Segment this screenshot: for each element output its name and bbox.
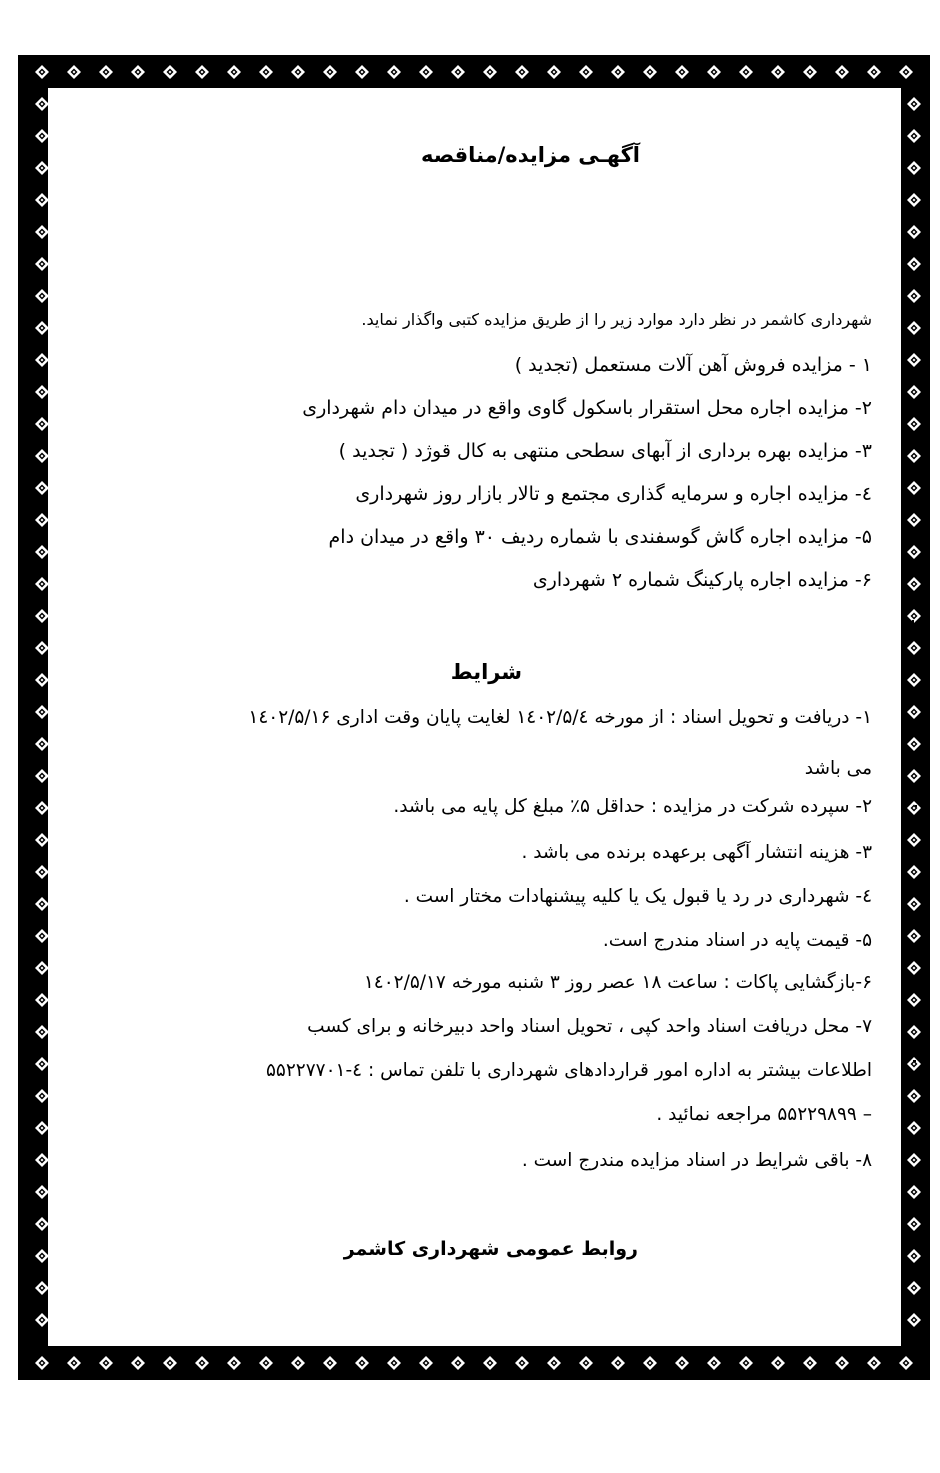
border-diamond	[906, 1312, 922, 1328]
border-diamond	[34, 192, 50, 208]
border-diamond	[906, 352, 922, 368]
border-diamond	[130, 1355, 146, 1371]
border-diamond	[906, 416, 922, 432]
condition-line: ۵- قیمت پایه در اسناد مندرج است.	[602, 930, 872, 951]
condition-line: اطلاعات بیشتر به اداره امور قراردادهای شهرداری با تلفن تماس : ٤-۵۵۲۲۷۷۰۱	[265, 1060, 872, 1081]
border-diamond	[674, 64, 690, 80]
border-diamond	[34, 992, 50, 1008]
border-diamond	[906, 160, 922, 176]
border-diamond	[906, 480, 922, 496]
scan-speck	[910, 1355, 913, 1358]
border-diamond	[34, 928, 50, 944]
border-diamond	[418, 64, 434, 80]
border-diamond	[450, 64, 466, 80]
border-diamond	[34, 352, 50, 368]
condition-line: ۲- سپرده شرکت در مزایده : حداقل ۵٪ مبلغ کل پایه می باشد.	[393, 796, 872, 817]
border-diamond	[906, 256, 922, 272]
border-diamond	[354, 64, 370, 80]
border-diamond	[610, 1355, 626, 1371]
border-diamond	[354, 1355, 370, 1371]
border-diamond	[906, 608, 922, 624]
border-diamond	[418, 1355, 434, 1371]
border-diamond	[34, 64, 50, 80]
border-diamond	[34, 768, 50, 784]
condition-line: می باشد	[804, 758, 872, 779]
border-diamond	[34, 224, 50, 240]
border-diamond	[546, 64, 562, 80]
border-diamond	[34, 832, 50, 848]
border-diamond	[906, 128, 922, 144]
conditions-heading: شرایط	[450, 660, 522, 684]
border-diamond	[906, 1280, 922, 1296]
scan-speck	[915, 805, 917, 807]
border-diamond	[802, 64, 818, 80]
border-diamond	[738, 64, 754, 80]
border-diamond	[906, 1248, 922, 1264]
border-diamond	[386, 64, 402, 80]
condition-line: ۳- هزینه انتشار آگهی برعهده برنده می باشد .	[521, 842, 872, 863]
auction-item: ٤- مزایده اجاره و سرمایه گذاری مجتمع و تالار بازار روز شهرداری	[355, 483, 872, 505]
border-diamond	[906, 576, 922, 592]
border-diamond	[34, 96, 50, 112]
border-diamond	[514, 1355, 530, 1371]
auction-item: ۶- مزایده اجاره پارکینگ شماره ۲ شهرداری	[532, 569, 872, 591]
border-diamond	[34, 1355, 50, 1371]
auction-item: ۱ - مزایده فروش آهن آلات مستعمل (تجدید )	[514, 354, 872, 376]
border-diamond	[642, 64, 658, 80]
border-diamond	[34, 672, 50, 688]
border-diamond	[906, 320, 922, 336]
border-diamond	[34, 864, 50, 880]
border-diamond	[34, 1152, 50, 1168]
border-diamond	[34, 1184, 50, 1200]
border-diamond	[906, 864, 922, 880]
border-diamond	[514, 64, 530, 80]
border-diamond	[906, 1120, 922, 1136]
border-diamond	[162, 1355, 178, 1371]
border-diamond	[906, 192, 922, 208]
scan-speck	[918, 690, 921, 692]
border-diamond	[906, 1024, 922, 1040]
border-diamond	[906, 736, 922, 752]
border-diamond	[906, 1184, 922, 1200]
border-diamond	[450, 1355, 466, 1371]
scan-speck	[912, 620, 914, 623]
condition-line: ۸- باقی شرایط در اسناد مزایده مندرج است .	[521, 1150, 872, 1171]
border-diamond	[906, 704, 922, 720]
border-diamond	[34, 1024, 50, 1040]
border-diamond	[482, 1355, 498, 1371]
border-diamond	[866, 64, 882, 80]
border-diamond	[906, 512, 922, 528]
border-diamond	[34, 736, 50, 752]
notice-title: آگهـی مزایده/مناقصه	[421, 143, 640, 167]
border-diamond	[34, 800, 50, 816]
border-diamond	[66, 64, 82, 80]
border-diamond	[226, 1355, 242, 1371]
border-diamond	[322, 1355, 338, 1371]
border-diamond	[906, 1152, 922, 1168]
border-diamond	[34, 1312, 50, 1328]
border-diamond	[906, 1216, 922, 1232]
border-diamond	[482, 64, 498, 80]
border-diamond	[34, 1120, 50, 1136]
border-diamond	[194, 64, 210, 80]
border-diamond	[770, 64, 786, 80]
condition-line: ٤- شهرداری در رد یا قبول یک یا کلیه پیشنهادات مختار است .	[403, 886, 872, 907]
border-diamond	[578, 1355, 594, 1371]
border-diamond	[290, 64, 306, 80]
border-diamond	[34, 288, 50, 304]
border-diamond	[578, 64, 594, 80]
border-diamond	[98, 1355, 114, 1371]
border-diamond	[906, 832, 922, 848]
border-diamond	[386, 1355, 402, 1371]
border-diamond	[906, 768, 922, 784]
border-diamond	[34, 704, 50, 720]
border-diamond	[34, 384, 50, 400]
border-diamond	[642, 1355, 658, 1371]
border-diamond	[34, 576, 50, 592]
condition-line: ۷- محل دریافت اسناد واحد کپی ، تحویل اسناد واحد دبیرخانه و برای کسب	[307, 1016, 872, 1037]
auction-item: ۲- مزایده اجاره محل استقرار باسکول گاوی واقع در میدان دام شهرداری	[302, 397, 872, 419]
border-diamond	[34, 320, 50, 336]
condition-line: ۱- دریافت و تحویل اسناد : از مورخه ۱٤۰۲/۵/٤ لغایت پایان وقت اداری ۱٤۰۲/۵/۱۶	[248, 707, 872, 728]
condition-line: – ۵۵۲۲۹۸۹۹ مراجعه نمائید .	[656, 1104, 872, 1125]
intro-text: شهرداری کاشمر در نظر دارد موارد زیر را از طریق مزایده کتبی واگذار نماید.	[361, 310, 872, 329]
border-diamond	[866, 1355, 882, 1371]
border-diamond	[322, 64, 338, 80]
border-diamond	[34, 1088, 50, 1104]
border-diamond	[66, 1355, 82, 1371]
border-diamond	[34, 544, 50, 560]
border-diamond	[34, 448, 50, 464]
border-diamond	[906, 384, 922, 400]
border-diamond	[34, 128, 50, 144]
border-diamond	[290, 1355, 306, 1371]
border-diamond	[34, 608, 50, 624]
border-diamond	[906, 640, 922, 656]
border-diamond	[226, 64, 242, 80]
border-diamond	[34, 416, 50, 432]
scan-speck	[920, 930, 922, 933]
auction-item: ۳- مزایده بهره برداری از آبهای سطحی منتهی به کال قوژد ( تجدید )	[338, 440, 872, 462]
signature: روابط عمومی شهرداری کاشمر	[343, 1238, 638, 1260]
border-diamond	[34, 1248, 50, 1264]
border-diamond	[34, 896, 50, 912]
border-diamond	[834, 64, 850, 80]
border-diamond	[906, 1056, 922, 1072]
border-diamond	[906, 96, 922, 112]
border-diamond	[906, 224, 922, 240]
border-diamond	[34, 1280, 50, 1296]
border-diamond	[162, 64, 178, 80]
border-diamond	[34, 480, 50, 496]
scan-speck	[913, 1060, 916, 1062]
border-diamond	[258, 1355, 274, 1371]
border-diamond	[34, 1216, 50, 1232]
border-diamond	[906, 672, 922, 688]
border-diamond	[834, 1355, 850, 1371]
border-diamond	[906, 992, 922, 1008]
border-diamond	[770, 1355, 786, 1371]
border-diamond	[546, 1355, 562, 1371]
border-diamond	[706, 1355, 722, 1371]
auction-item: ۵- مزایده اجاره گاش گوسفندی با شماره ردیف ۳۰ واقع در میدان دام	[328, 526, 872, 548]
border-diamond	[906, 288, 922, 304]
border-diamond	[674, 1355, 690, 1371]
border-diamond	[34, 1056, 50, 1072]
border-diamond	[906, 800, 922, 816]
border-diamond	[906, 960, 922, 976]
border-diamond	[906, 544, 922, 560]
border-diamond	[34, 160, 50, 176]
border-diamond	[258, 64, 274, 80]
condition-line: ۶-بازگشایی پاکات : ساعت ۱۸ عصر روز ۳ شنبه مورخه ۱٤۰۲/۵/۱۷	[363, 972, 872, 993]
scan-speck	[919, 1200, 921, 1202]
border-diamond	[906, 448, 922, 464]
border-diamond	[610, 64, 626, 80]
border-diamond	[906, 896, 922, 912]
border-diamond	[194, 1355, 210, 1371]
border-diamond	[34, 640, 50, 656]
border-diamond	[802, 1355, 818, 1371]
border-diamond	[130, 64, 146, 80]
border-diamond	[738, 1355, 754, 1371]
border-diamond	[98, 64, 114, 80]
border-diamond	[34, 256, 50, 272]
border-diamond	[898, 64, 914, 80]
border-diamond	[34, 960, 50, 976]
border-diamond	[706, 64, 722, 80]
border-diamond	[906, 1088, 922, 1104]
border-diamond	[34, 512, 50, 528]
